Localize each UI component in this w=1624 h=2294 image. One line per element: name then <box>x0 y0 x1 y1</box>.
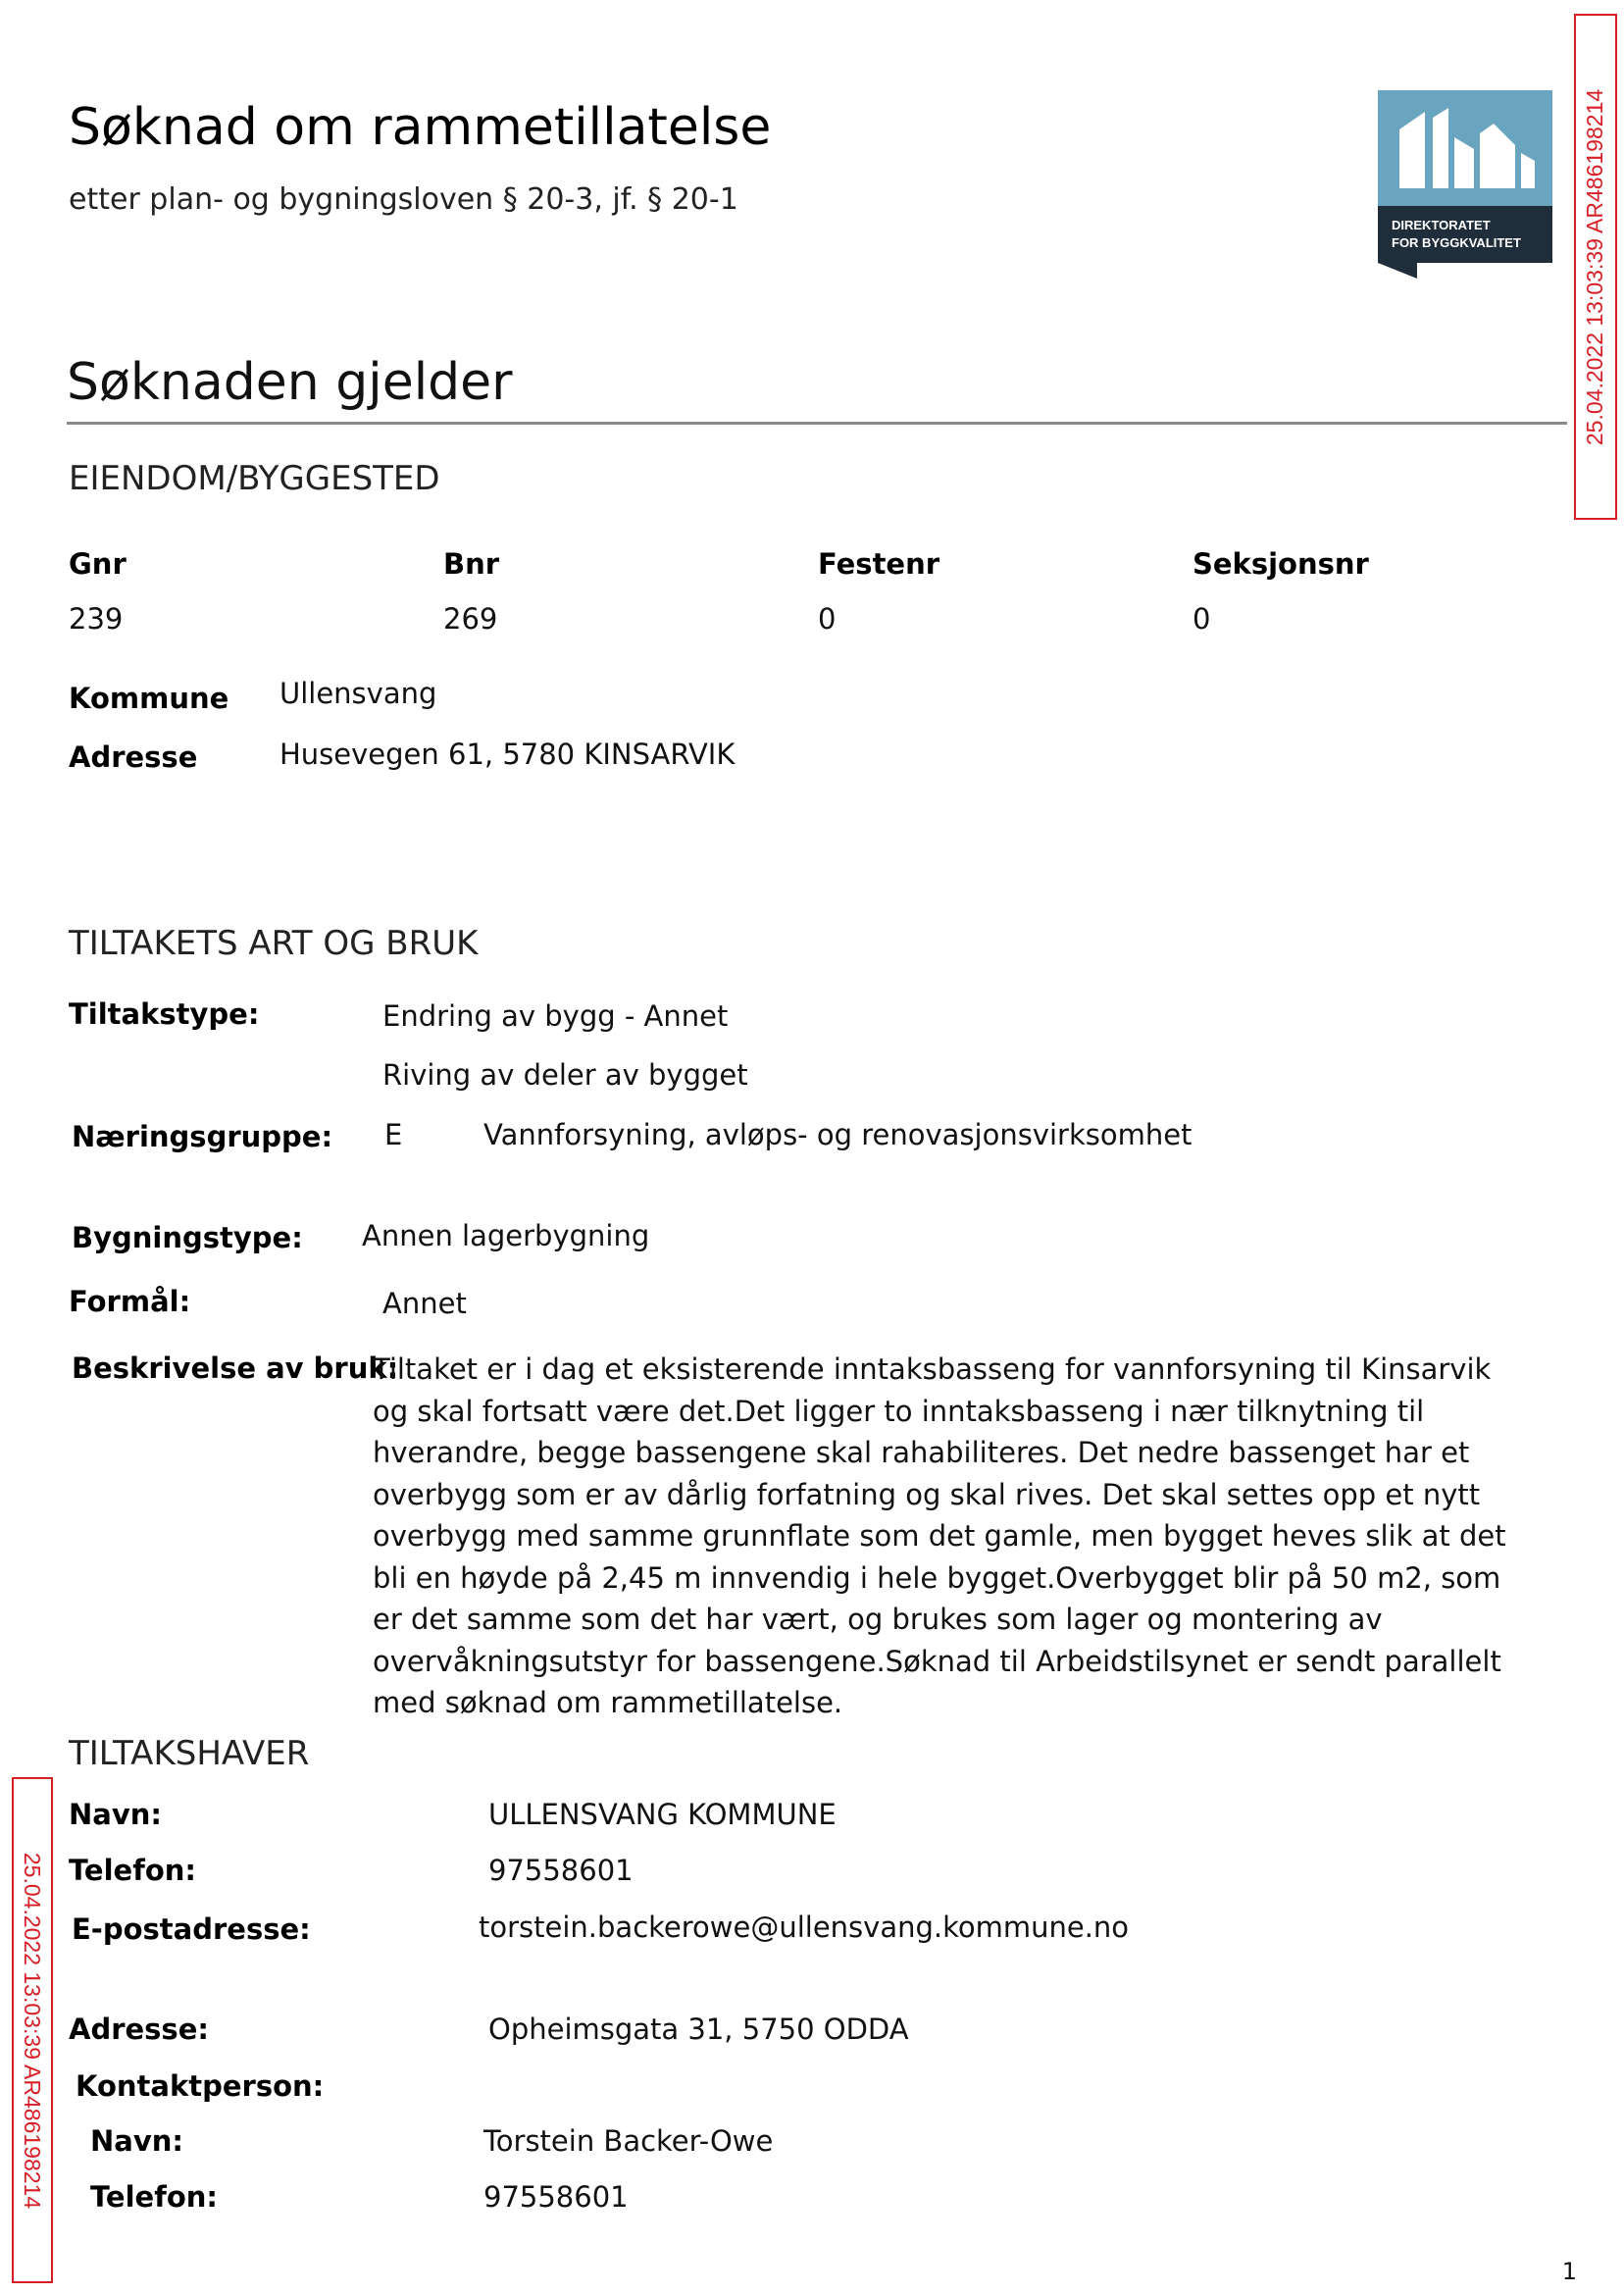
seksjonsnr-label: Seksjonsnr <box>1193 547 1369 581</box>
kommune-value: Ullensvang <box>279 677 437 710</box>
document-subtitle: etter plan- og bygningsloven § 20-3, jf. § 20-1 <box>69 182 738 217</box>
tiltakshaver-navn-label: Navn: <box>69 1798 162 1831</box>
formal-value: Annet <box>382 1287 467 1320</box>
kontaktperson-navn-label: Navn: <box>90 2124 183 2158</box>
tiltakshaver-navn-value: ULLENSVANG KOMMUNE <box>488 1798 837 1831</box>
section-heading-tiltak: TILTAKETS ART OG BRUK <box>69 924 479 963</box>
document-title: Søknad om rammetillatelse <box>69 98 772 157</box>
tiltakstype-value-1: Endring av bygg - Annet <box>382 999 729 1033</box>
tiltakshaver-adresse-value: Opheimsgata 31, 5750 ODDA <box>488 2013 909 2046</box>
bnr-label: Bnr <box>443 547 500 581</box>
section-heading-tiltakshaver: TILTAKSHAVER <box>69 1734 310 1773</box>
beskrivelse-value: Tiltaket er i dag et eksisterende inntaksbasseng for vannforsyning til Kinsarvik og skal fortsatt være det.Det ligger to inntaksbasseng i nær tilknytning til hverandre, begge bassengene skal rahabiliteres. Det nedre bassenget har et overbygg som er av dårlig forfatning og skal rives. Det skal settes opp et nytt overbygg med samme grunnflate som det gamle, men bygget heves slik at det bli en høyde på 2,45 m innvendig i hele bygget.Overbygget blir på 50 m2, som er det samme som det har vært, og brukes som lager og montering av overvåkningsutstyr for bassengene.Søknad til Arbeidstilsynet er sendt parallelt med søknad om rammetillatelse. <box>373 1352 1506 1719</box>
naeringsgruppe-value: Vannforsyning, avløps- og renovasjonsvirksomhet <box>483 1118 1193 1151</box>
page-number: 1 <box>1561 2258 1577 2285</box>
tiltakstype-label: Tiltakstype: <box>69 997 260 1031</box>
tiltakshaver-epost-value: torstein.backerowe@ullensvang.kommune.no <box>479 1911 1130 1944</box>
date-stamp-top <box>1574 14 1617 520</box>
adresse-label: Adresse <box>69 740 198 774</box>
festenr-label: Festenr <box>818 547 940 581</box>
kommune-label: Kommune <box>69 682 229 715</box>
logo-text-line2: FOR BYGGKVALITET <box>1392 235 1521 250</box>
naeringsgruppe-label: Næringsgruppe: <box>72 1120 333 1153</box>
gnr-label: Gnr <box>69 547 127 581</box>
logo-bottom-panel <box>1378 206 1552 263</box>
seksjonsnr-value: 0 <box>1193 602 1211 636</box>
kontaktperson-telefon-label: Telefon: <box>90 2180 218 2214</box>
heading-divider <box>67 422 1567 425</box>
logo-tab <box>1378 263 1417 279</box>
date-stamp-bottom <box>12 1777 53 2283</box>
bygningstype-value: Annen lagerbygning <box>362 1219 650 1252</box>
logo-text-line1: DIREKTORATET <box>1392 218 1491 232</box>
date-stamp-bottom-text: 25.04.2022 13:03:39 AR486198214 <box>20 1852 46 2209</box>
festenr-value: 0 <box>818 602 837 636</box>
kontaktperson-navn-value: Torstein Backer-Owe <box>483 2124 774 2158</box>
date-stamp-top-text: 25.04.2022 13:03:39 AR486198214 <box>1582 88 1608 445</box>
tiltakshaver-epost-label: E-postadresse: <box>72 1912 311 1946</box>
kontaktperson-telefon-value: 97558601 <box>483 2180 629 2214</box>
section-heading-eiendom: EIENDOM/BYGGESTED <box>69 459 440 498</box>
tiltakshaver-telefon-value: 97558601 <box>488 1854 634 1887</box>
tiltakstype-value-2: Riving av deler av bygget <box>382 1058 748 1092</box>
adresse-value: Husevegen 61, 5780 KINSARVIK <box>279 738 736 771</box>
tiltakshaver-adresse-label: Adresse: <box>69 2013 209 2046</box>
formal-label: Formål: <box>69 1285 191 1318</box>
bygningstype-label: Bygningstype: <box>72 1221 303 1254</box>
beskrivelse-label: Beskrivelse av bruk: <box>72 1351 399 1385</box>
naeringsgruppe-code: E <box>384 1118 403 1151</box>
section-title-soknaden-gjelder: Søknaden gjelder <box>67 353 513 412</box>
gnr-value: 239 <box>69 602 124 636</box>
kontaktperson-label: Kontaktperson: <box>76 2069 325 2103</box>
dibk-logo <box>1378 90 1552 279</box>
tiltakshaver-telefon-label: Telefon: <box>69 1854 196 1887</box>
bnr-value: 269 <box>443 602 498 636</box>
